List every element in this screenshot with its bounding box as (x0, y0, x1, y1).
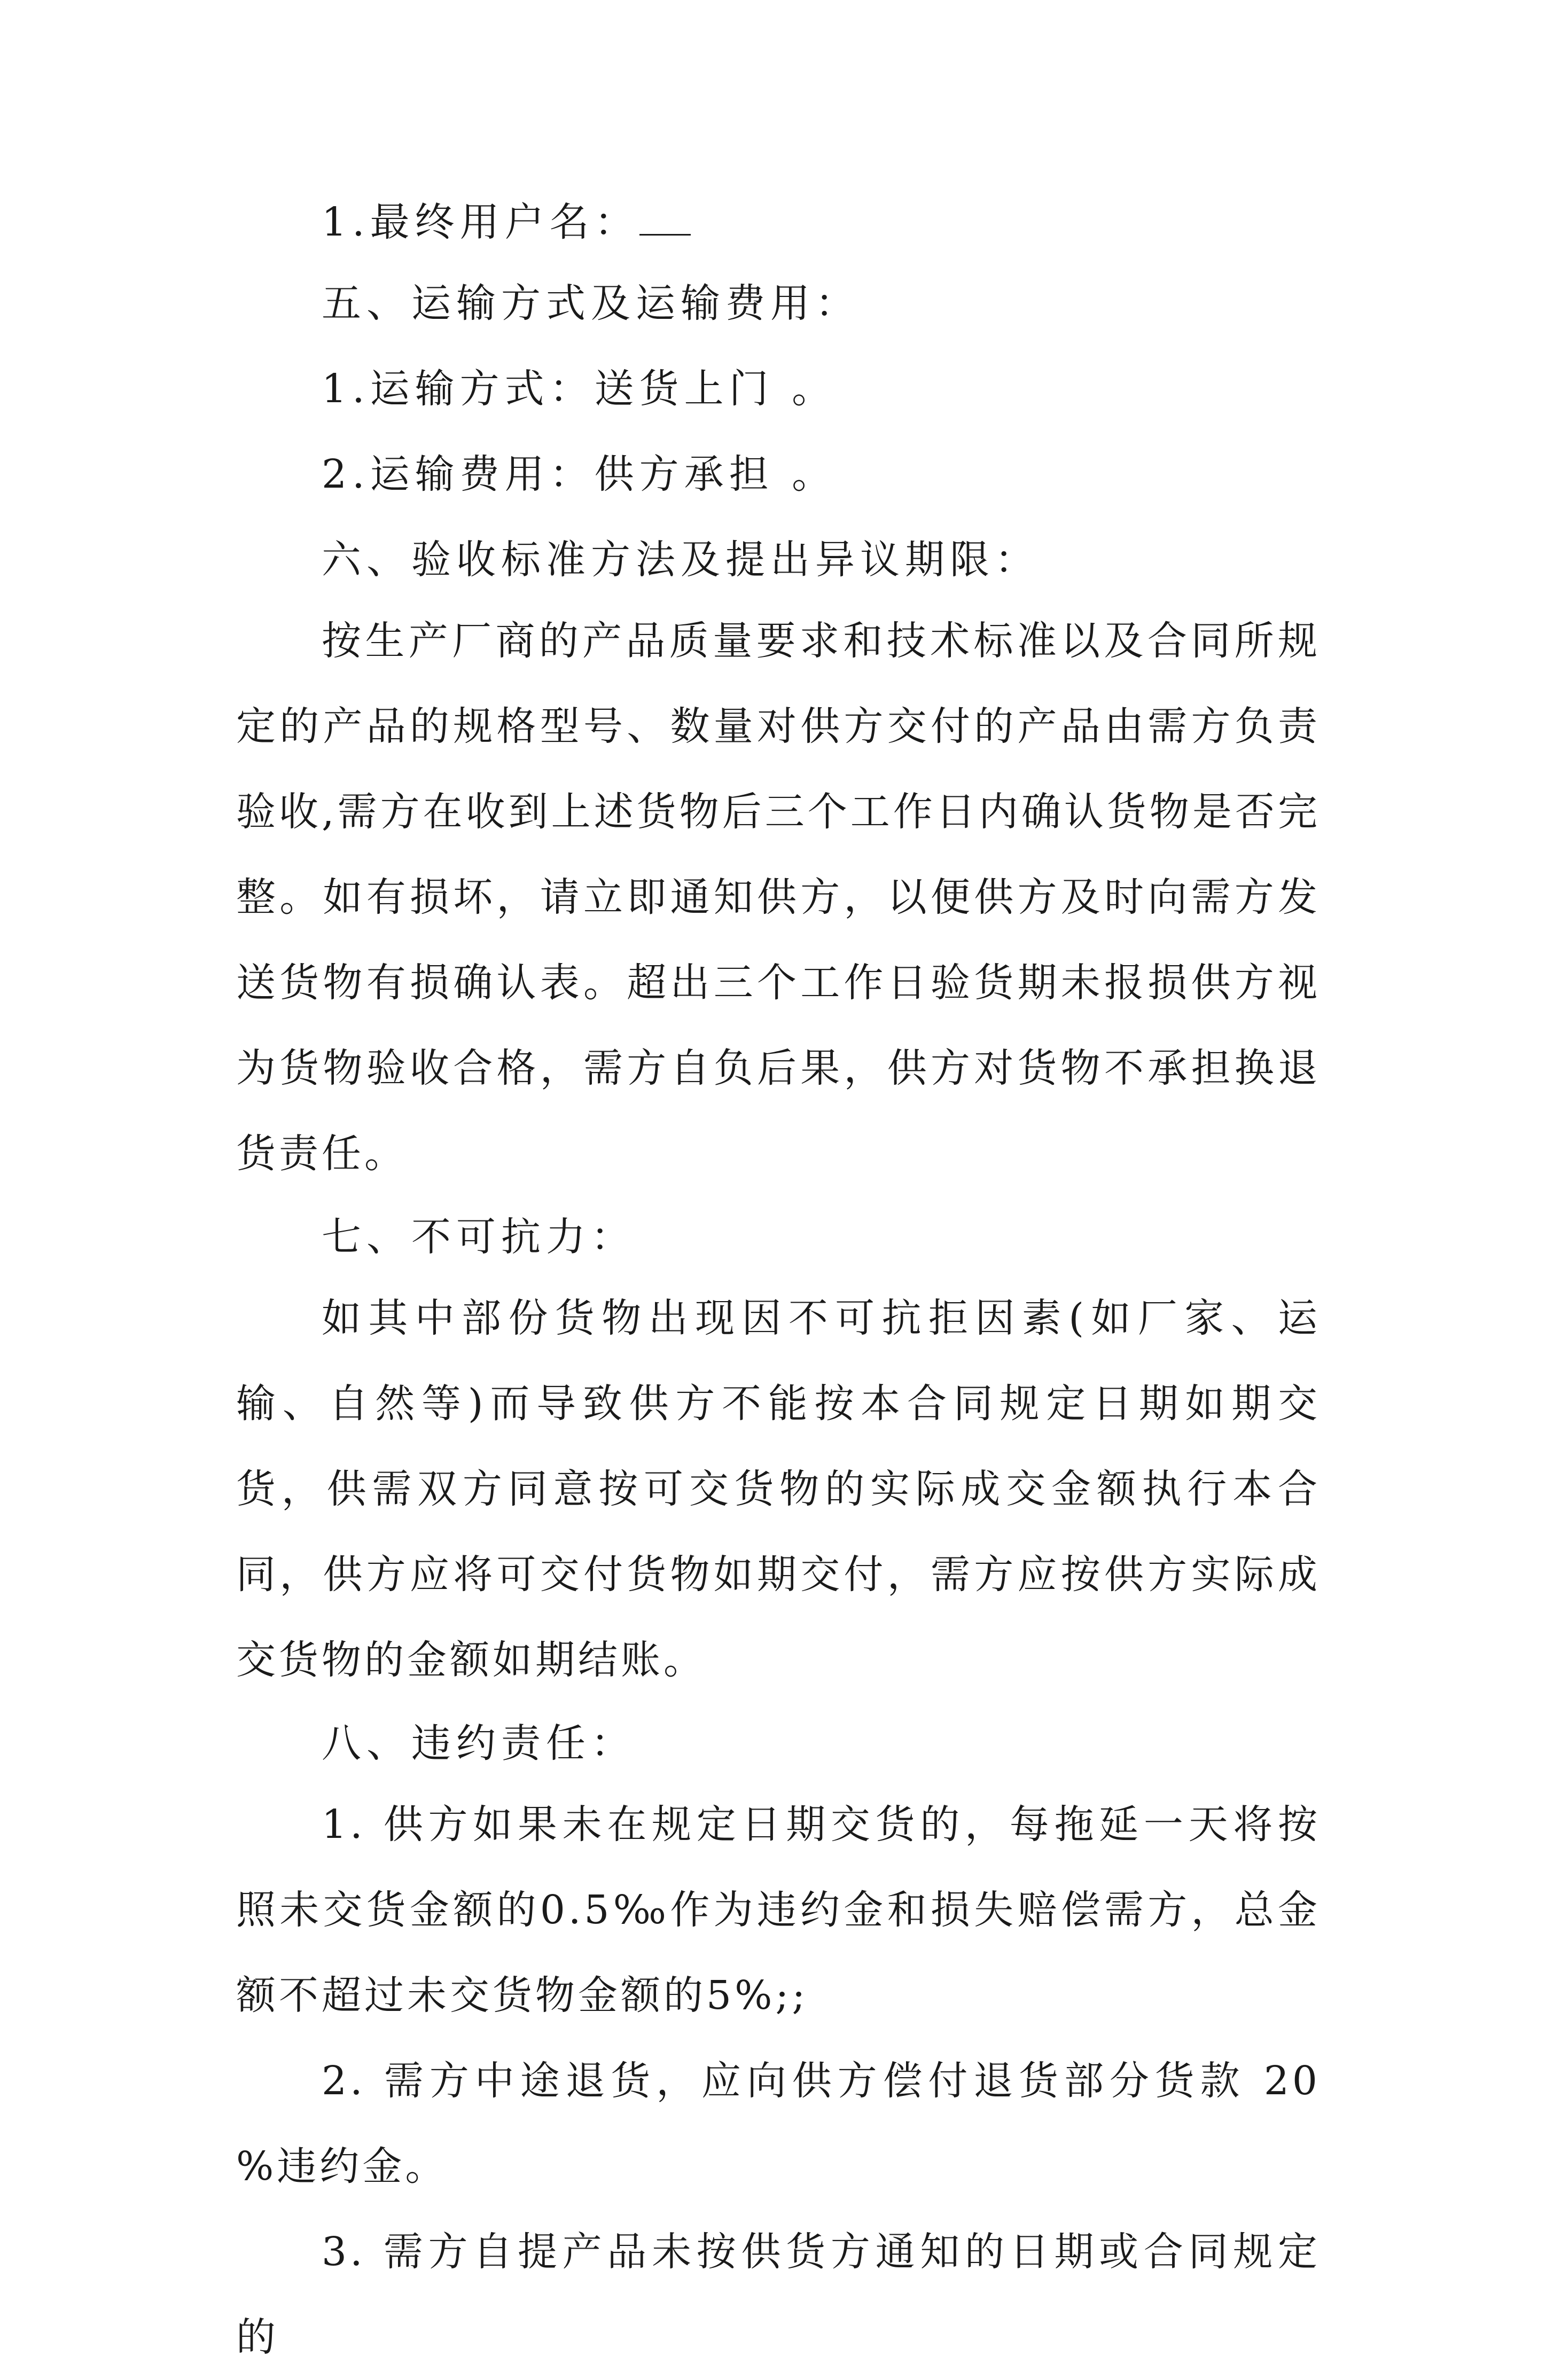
section-5-title: 五、运输方式及运输费用： (322, 280, 860, 326)
section-8-item-1: 1. 供方如果未在规定日期交货的，每拖延一天将按照未交货金额的0.5‰作为违约金和损失赔偿需方，总金额不超过未交货物金额的5%;; (236, 1802, 1321, 2018)
transport-fee-line: 2.运输费用：供方承担 。 (322, 451, 837, 497)
end-user-blank (639, 194, 691, 236)
section-7-title: 七、不可抗力： (322, 1214, 636, 1260)
section-6-title: 六、验收标准方法及提出异议期限： (322, 537, 1040, 583)
end-user-label: 1.最终用户名： (322, 199, 639, 245)
section-8-item-3: 3. 需方自提产品未按供货方通知的日期或合同规定的 (236, 2229, 1321, 2360)
section-6-body: 按生产厂商的产品质量要求和技术标准以及合同所规定的产品的规格型号、数量对供方交付的产品由需方负责验收,需方在收到上述货物后三个工作日内确认货物是否完整。如有损坏，请立即通知供方，以便供方及时向需方发送货物有损确认表。超出三个工作日验货期未报损供方视为货物验收合格，需方自负后果，供方对货物不承担换退货责任。 (236, 618, 1321, 1177)
transport-method-line: 1.运输方式：送货上门 。 (322, 366, 837, 412)
section-8-title: 八、违约责任： (322, 1720, 636, 1766)
section-7-body: 如其中部份货物出现因不可抗拒因素(如厂家、运输、自然等)而导致供方不能按本合同规定日期如期交货，供需双方同意按可交货物的实际成交金额执行本合同，供方应将可交付货物如期交付，需方应按供方实际成交货物的金额如期结账。 (236, 1295, 1321, 1683)
section-8-item-2: 2. 需方中途退货，应向供方偿付退货部分货款 20 %违约金。 (236, 2058, 1321, 2189)
document-page (236, 192, 1321, 2380)
end-user-line (236, 192, 1321, 252)
